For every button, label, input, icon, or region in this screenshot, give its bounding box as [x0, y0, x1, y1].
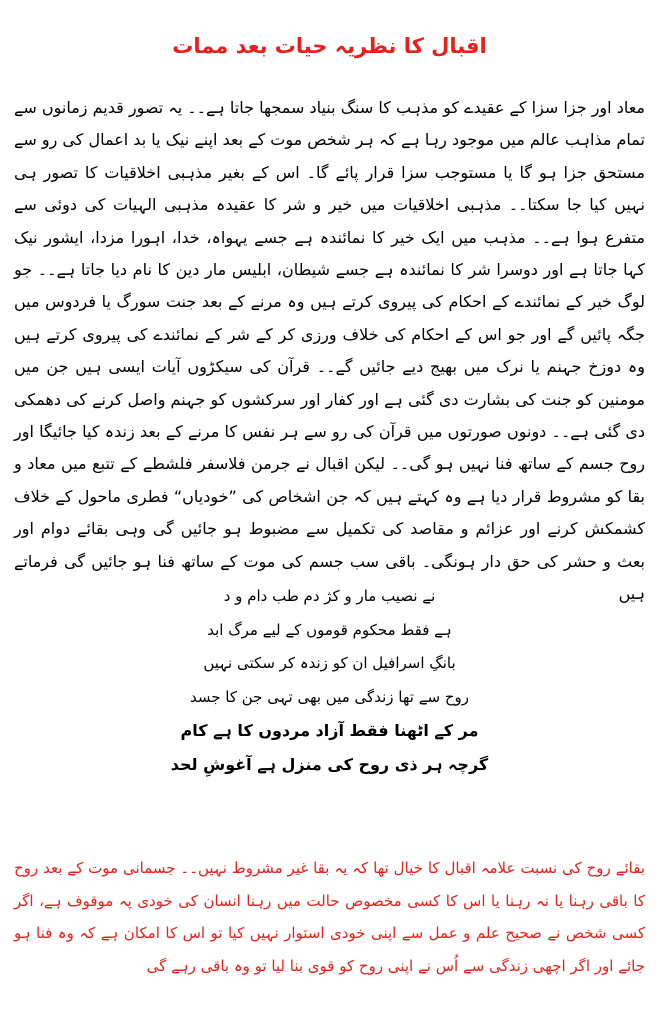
- poem-line: بانگِ اسرافیل ان کو زندہ کر سکتی نہیں: [203, 654, 456, 672]
- poem-line-emphasis: مر کے اٹھنا فقط آزاد مردوں کا ہے کام: [180, 721, 479, 740]
- page-title: اقبال کا نظریہ حیات بعد ممات: [172, 34, 487, 59]
- poem-block: [0, 580, 659, 781]
- poem-line-emphasis: گرچہ ہر ذی روح کی منزل ہے آغوشِ لحد: [170, 754, 489, 774]
- closing-paragraph: بقائے روح کی نسبت علامہ اقبال کا خیال تھا کہ یہ بقا غیر مشروط نہیں۔۔ جسمانی موت کے بعد روح کا باقی رہنا یا نہ رہنا یا اس کا کسی مخصوص حالت میں رہنا انسان کی خودی پہ موقوف ہے، اگر کسی شخص نے صحیح علم و عمل سے اپنی خودی استوار نہیں کیا تو اس کا امکان ہے کہ وہ فنا ہو جائے اور اگر اچھی زندگی سے اُس نے اپنی روح کو قوی بنا لیا تو وہ باقی رہے گی: [14, 859, 645, 975]
- intro-paragraph: معاد اور جزا سزا کے عقیدے کو مذہب کا سنگ بنیاد سمجھا جاتا ہے۔۔ یہ تصور قدیم زمانوں سے تمام مذاہب عالم میں موجود رہا ہے کہ ہر شخص موت کے بعد اپنے نیک یا بد اعمال کی رو سے مستحق جزا ہو گا یا مستوجب سزا قرار پائے گا۔ اس کے بغیر مذہبی اخلاقیات کا تصور ہی نہیں کیا جا سکتا۔۔ مذہبی اخلاقیات میں خیر و شر کا عقیدہ مذہبی الہیات کی دوئی سے متفرع ہوا ہے۔۔ مذہب میں ایک خیر کا نمائندہ ہے جسے یہواہ، خدا، اہورا مزدا، ایشور نیک کہا جاتا ہے اور دوسرا شر کا نمائندہ ہے جسے شیطان، ابلیس مار دین کا نام دیا جاتا ہے۔۔ جو لوگ خیر کے نمائندے کے احکام کی پیروی کرتے ہیں وہ مرنے کے بعد جنت سورگ یا فردوس میں جگہ پائیں گے اور جو اس کے احکام کی خلاف ورزی کر کے شر کے نمائندے کی پیروی کرتے ہیں وہ دوزخ جہنم یا نرک میں بھیج دیے جائیں گے۔۔ قرآن کی سیکڑوں آیات ایسی ہیں جن میں مومنین کو جنت کی بشارت دی گئی ہے اور کفار اور سرکشوں کو جہنم واصل کرنے کی دھمکی دی گئی ہے۔۔ دونوں صورتوں میں قرآن کی رو سے ہر نفس کا مرنے کے بعد زندہ کیا جائیگا اور روح جسم کے ساتھ فنا نہیں ہو گی۔۔ لیکن اقبال نے جرمن فلاسفر فلشطے کے تتبع میں معاد و بقا کو مشروط قرار دیا ہے وہ کہتے ہیں کہ جن اشخاص کی ”خودیاں“ فطری ماحول کے خلاف کشمکش کرنے اور عزائم و مقاصد کی تکمیل سے مضبوط ہو جائیں گی وہی بقائے دوام اور بعث و حشر کی حق دار ہونگی۔ باقی سب جسم کی موت کے ساتھ فنا ہو جائیں گی فرماتے ہیں: [14, 98, 645, 604]
- poem-line: ہے فقط محکوم قوموں کے لیے مرگ ابد: [207, 620, 452, 639]
- poem-line: روح سے تھا زندگی میں بھی تہی جن کا جسد: [189, 687, 469, 706]
- poem-line: نے نصیب مار و کژ دم طب دام و د: [223, 587, 436, 605]
